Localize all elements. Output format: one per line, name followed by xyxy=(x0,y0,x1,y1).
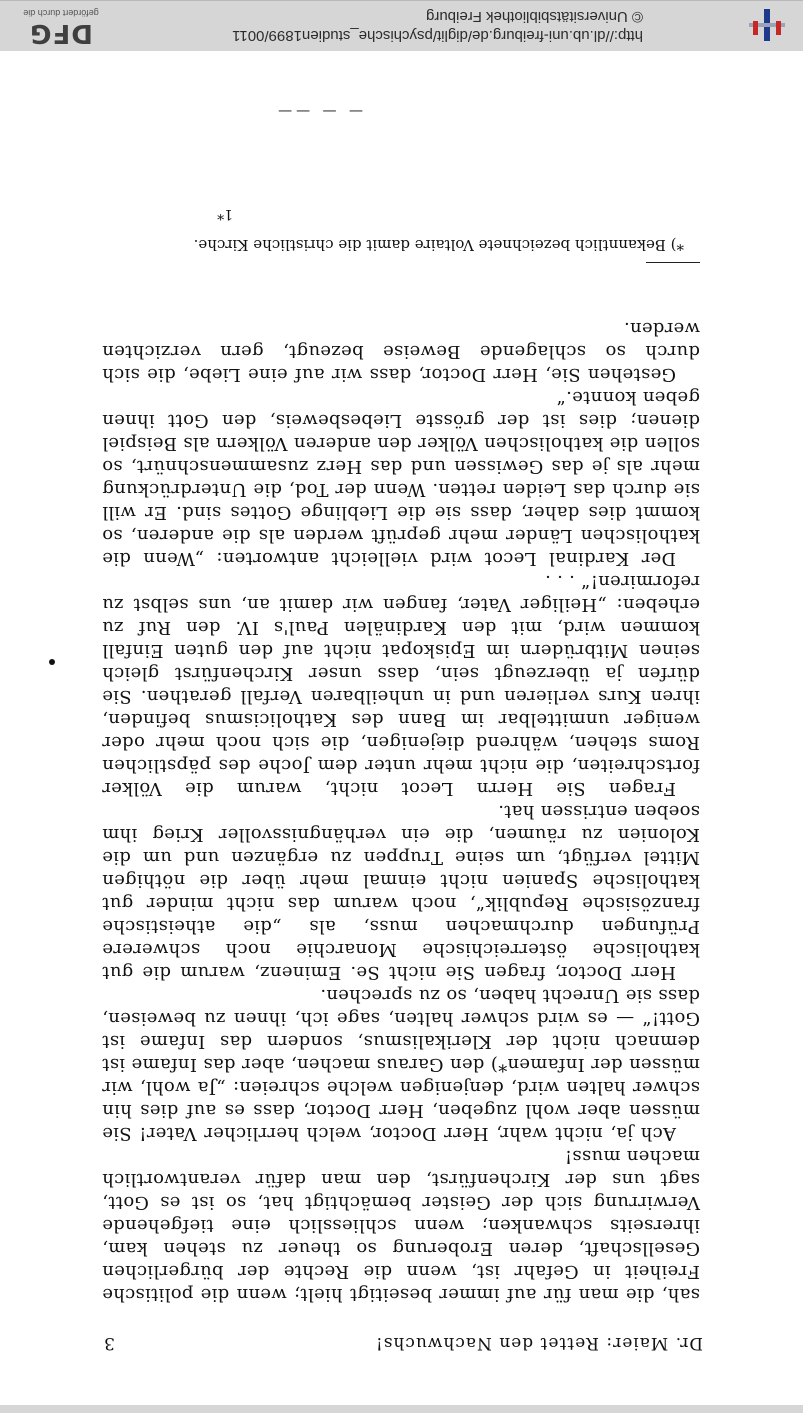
ink-dot xyxy=(49,659,55,665)
paragraph: Der Kardinal Lecot wird vielleicht antworten: „Wenn die katholischen Länder mehr geprüft werden als die anderen, so kommt dies daher, dass sie die Lieblinge Gottes sind. Er will sie durch das Leiden retten. Wenn der Tod, die Unterdrückung mehr als je das Gewissen und das Herz zusammenschnürt, so sollen die katholischen Völker den anderen Völkern als Beispiel dienen; dies ist der grösste Liebesbeweis, den Gott ihnen geben konnte.“ xyxy=(102,387,700,569)
paragraph: Fragen Sie Herrn Lecot nicht, warum die Völker fortschreiten, die nicht mehr unter dem Joche des päpstlichen Roms stehen, während diejenigen, die sich noch mehr oder weniger unmittelbar im Bann des Katholicismus befinden, ihren Kurs verlieren und in unheilbaren Verfall gerathen. Sie dürfen ja überzeugt sein, dass unser Kirchenfürst gleich seinen Mitbrüdern im Episkopat nicht auf den guten Einfall kommen wird, mit den Kardinälen Paul's IV. den Ruf zu erheben: „Heiliger Vater, fangen wir damit an, uns selbst zu reformiren!“ . . . xyxy=(102,571,700,799)
footnote: *) Bekanntlich bezeichnete Voltaire damit die christliche Kirche. xyxy=(193,236,684,254)
paragraph: Herr Doctor, fragen Sie nicht Se. Eminenz, warum die gut katholische österreichische Monarchie noch schwerere Prüfungen durchmachen muss, als „die atheistische französische Republik“, noch warum das nicht minder gut katholische Spanien nicht einmal mehr über die nöthigen Mittel verfügt, um seine Truppen zu ergänzen und um die Kolonien zu räumen, die ein verhängnissvoller Krieg ihm soeben entrissen hat. xyxy=(102,801,700,983)
dfg-logo-text: DFG xyxy=(29,18,93,48)
body-text xyxy=(102,317,700,1306)
copyright-notice: © Universitätsbibliothek Freiburg xyxy=(426,8,643,25)
dash-marks: — — —— xyxy=(274,103,363,119)
signature-mark: 1* xyxy=(217,206,233,222)
scanned-page xyxy=(0,50,803,1405)
dfg-subtitle: gefördert durch die xyxy=(23,8,99,18)
dfg-logo xyxy=(16,7,106,48)
footnote-rule xyxy=(646,262,700,263)
banner-text xyxy=(183,7,643,45)
bottom-bar xyxy=(0,1405,803,1413)
source-url-link[interactable]: http://dl.ub.uni-freiburg.de/diglit/psychische_studien1899/0011 xyxy=(232,27,643,44)
paragraph: sah, die man für auf immer beseitigt hielt; wenn die politische Freiheit in Gefahr ist, wenn die Rechte der bürgerlichen Gesellschaft, deren Eroberung so theuer zu stehen kam, ihrerseits schwanken; wenn schliesslich eine tiefgehende Verwirrung sich der Geister bemächtigt hat, so ist es Gott, sagt uns der Kirchenfürst, den man dafür verantwortlich machen muss! xyxy=(102,1146,700,1305)
paragraph: Ach ja, nicht wahr, Herr Doctor, welch herrlicher Vater! Sie müssen aber wohl zugeben, Herr Doctor, dass es auf dies hin schwer halten wird, denjenigen welche schreien: „Ja wohl, wir müssen der Infamen*) den Garaus machen, aber das Infame ist demnach nicht der Klerikalismus, sondern das Infame ist Gott!“ — es wird schwer halten, sage ich, ihnen zu beweisen, dass sie Unrecht haben, so zu sprechen. xyxy=(102,985,700,1144)
university-logo-icon xyxy=(747,7,787,43)
running-title: Dr. Maier: Rettet den Nachwuchs! xyxy=(374,1333,703,1353)
paragraph: Gestehen Sie, Herr Doctor, dass wir auf eine Liebe, die sich durch so schlagende Beweise bezeugt, gern verzichten werden. xyxy=(102,318,700,385)
page-number: 3 xyxy=(103,1333,115,1353)
library-banner xyxy=(0,0,803,51)
